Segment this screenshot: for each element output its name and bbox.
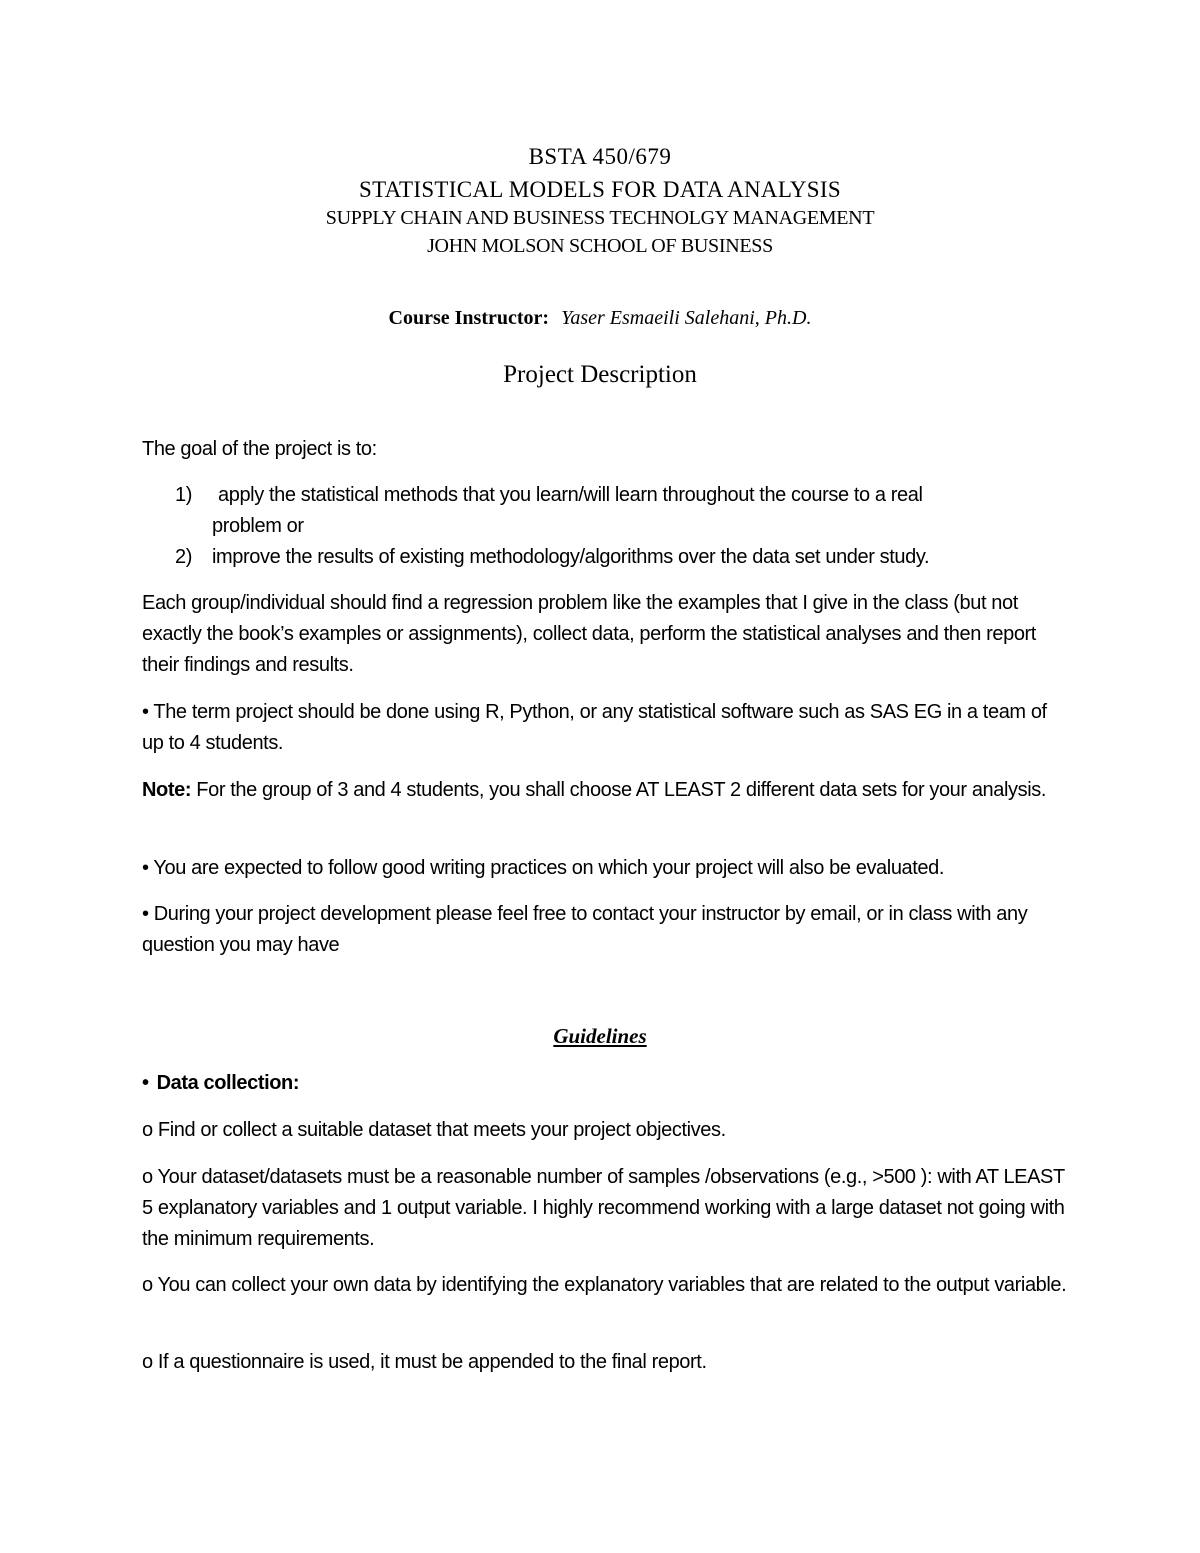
instructor-label: Course Instructor: <box>388 307 550 329</box>
goal-item-1 <box>175 480 1055 542</box>
goal-text: improve the results of existing methodology/algorithms over the data set under study. <box>212 546 930 568</box>
group-paragraph: Each group/individual should find a regression problem like the examples that I give in the class (but not exactly the book’s examples or assignments), collect data, perform the statistical analyses and then report their findings and results. <box>142 592 1036 676</box>
goal-number: 2) <box>175 546 192 568</box>
guideline-item: o If a questionnaire is used, it must be appended to the final report. <box>142 1351 707 1373</box>
instructor-line <box>0 307 1200 330</box>
goal-intro: The goal of the project is to: <box>142 438 377 460</box>
guideline-item: o Find or collect a suitable dataset that meets your project objectives. <box>142 1119 726 1141</box>
school-name: JOHN MOLSON SCHOOL OF BUSINESS <box>427 235 773 257</box>
note-label: Note: <box>142 779 192 801</box>
data-collection-heading <box>142 1068 1072 1099</box>
department-name: SUPPLY CHAIN AND BUSINESS TECHNOLGY MANAGEMENT <box>325 207 875 229</box>
section-title: Data collection: <box>156 1072 300 1094</box>
goal-text: apply the statistical methods that you learn/will learn throughout the course to a real <box>218 484 923 506</box>
course-title: STATISTICAL MODELS FOR DATA ANALYSIS <box>359 177 841 202</box>
bullet-icon: • <box>142 1072 149 1094</box>
writing-bullet: • You are expected to follow good writing practices on which your project will also be evaluated. <box>142 857 945 879</box>
contact-bullet: • During your project development please feel free to contact your instructor by email, or in class with any question you may have <box>142 903 1028 956</box>
goal-text-continued: problem or <box>212 515 304 537</box>
document-title: Project Description <box>503 361 697 388</box>
note-paragraph <box>142 775 1072 806</box>
guideline-item: o Your dataset/datasets must be a reasonable number of samples /observations (e.g., >500 ): with AT LEAST 5 explanatory variables and 1 output variable. I highly recommend working with a large dataset not going with the minimum requirements. <box>142 1166 1065 1250</box>
goal-item-2 <box>175 542 1055 573</box>
guideline-item: o You can collect your own data by identifying the explanatory variables that are related to the output variable. <box>142 1274 1067 1296</box>
course-code: BSTA 450/679 <box>528 144 672 169</box>
goal-number: 1) <box>175 484 192 506</box>
guidelines-heading: Guidelines <box>553 1024 647 1048</box>
note-text: For the group of 3 and 4 students, you shall choose AT LEAST 2 different data sets for your analysis. <box>196 779 1047 801</box>
instructor-name: Yaser Esmaeili Salehani, Ph.D. <box>561 307 812 329</box>
software-bullet: • The term project should be done using R, Python, or any statistical software such as SAS EG in a team of up to 4 students. <box>142 701 1047 754</box>
